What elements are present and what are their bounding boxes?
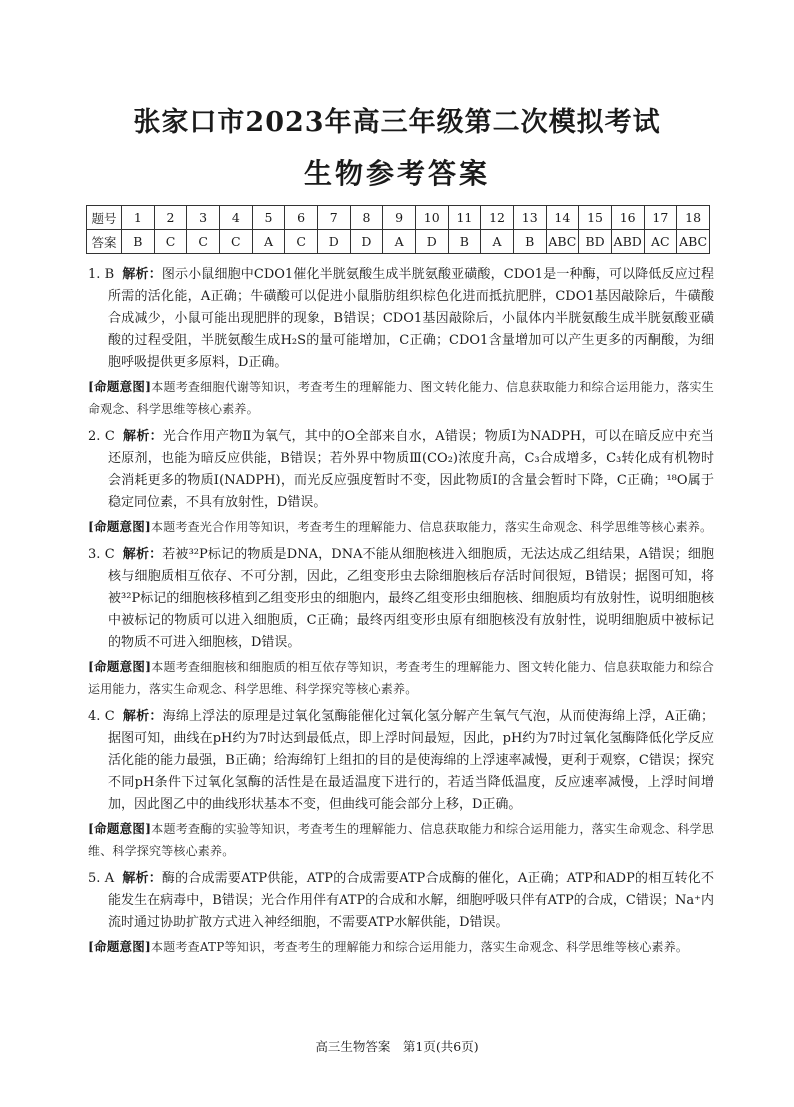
explanation-paragraph (88, 706, 714, 816)
design-intent-label: [命题意图] (88, 379, 152, 394)
answer-cell: C (154, 230, 187, 254)
answer-cell: D (317, 230, 350, 254)
question-number-cell: 18 (677, 206, 710, 230)
page-title: 张家口市2023年高三年级第二次模拟考试 (133, 107, 661, 138)
question-number-cell: 1 (122, 206, 155, 230)
answer-row (87, 230, 710, 254)
answer-cell: B (513, 230, 546, 254)
analysis-text: 海绵上浮法的原理是过氧化氢酶能催化过氧化氢分解产生氧气气泡，从而使海绵上浮，A正确；据图可知，曲线在pH约为7时达到最低点，即上浮时间最短，因此，pH约为7时过氧化氢酶降低化学反应活化能的能力最强，B正确；给海绵钉上组扣的目的是使海绵的上浮速率减慢，更利于观察，C错误；探究不同pH条件下过氧化氢酶的活性是在最适温度下进行的，若适当降低温度，反应速率减慢，上浮时间增加，因此图乙中的曲线形状基本不变，但曲线可能会部分上移，D正确。 (108, 709, 714, 812)
design-intent-label: [命题意图] (88, 939, 152, 954)
answer-cell: BD (579, 230, 612, 254)
design-intent-text: 本题考查ATP等知识，考查考生的理解能力和综合运用能力，落实生命观念、科学思维等核心素养。 (151, 940, 689, 954)
analysis-label: 解析： (122, 267, 162, 282)
design-intent-text: 本题考查光合作用等知识，考查考生的理解能力、信息获取能力，落实生命观念、科学思维等核心素养。 (151, 520, 713, 534)
analysis-text: 若被³²P标记的物质是DNA，DNA不能从细胞核进入细胞质，无法达成乙组结果，A错误；细胞核与细胞质相互依存、不可分割，因此，乙组变形虫去除细胞核后存活时间很短，B错误；据图可知，将被³²P标记的细胞核移植到乙组变形虫的细胞内，最终乙组变形虫细胞核、细胞质均有放射性，说明细胞核中被标记的物质可以进入细胞质，C正确；最终丙组变形虫原有细胞核没有放射性，说明细胞质中被标记的物质不可进入细胞核，D错误。 (108, 547, 714, 650)
design-intent (88, 818, 714, 862)
answer-cell: A (252, 230, 285, 254)
question-number: 5. A (88, 871, 115, 886)
design-intent-text: 本题考查酶的实验等知识，考查考生的理解能力、信息获取能力和综合运用能力，落实生命观念、科学思维、科学探究等核心素养。 (88, 822, 714, 858)
design-intent-text: 本题考查细胞核和细胞质的相互依存等知识，考查考生的理解能力、图文转化能力、信息获取能力和综合运用能力，落实生命观念、科学思维、科学探究等核心素养。 (88, 660, 714, 696)
analysis-text: 光合作用产物Ⅱ为氧气，其中的O全部来自水，A错误；物质Ⅰ为NADPH，可以在暗反应中充当还原剂，也能为暗反应供能，B错误；若外界中物质Ⅲ(CO₂)浓度升高，C₃合成增多，C₃转化成有机物时会消耗更多的物质Ⅰ(NADPH)，而光反应强度暂时不变，因此物质Ⅰ的含量会暂时下降，C正确；¹⁸O属于稳定同位素，不具有放射性，D错误。 (108, 429, 714, 510)
design-intent-label: [命题意图] (88, 519, 152, 534)
row-label-question: 题号 (87, 206, 122, 230)
analysis-text: 图示小鼠细胞中CDO1催化半胱氨酸生成半胱氨酸亚磺酸，CDO1是一种酶，可以降低反应过程所需的活化能，A正确；牛磺酸可以促进小鼠脂肪组织棕色化进而抵抗肥胖，CDO1基因敲除后，牛磺酸合成减少，小鼠可能出现肥胖的现象，B错误；CDO1基因敲除后，小鼠体内半胱氨酸生成半胱氨酸亚磺酸的过程受阻，半胱氨酸生成H₂S的量可能增加，C正确；CDO1含量增加可以产生更多的丙酮酸，为细胞呼吸提供更多原料，D正确。 (108, 267, 714, 370)
explanation-paragraph (88, 264, 714, 374)
answer-cell: C (219, 230, 252, 254)
question-number-cell: 2 (154, 206, 187, 230)
question-number: 3. C (88, 547, 115, 562)
answer-cell: ABC (546, 230, 579, 254)
answer-cell: ABD (611, 230, 644, 254)
explanations (88, 264, 714, 964)
explanation-paragraph (88, 544, 714, 654)
question-number: 4. C (88, 709, 115, 724)
row-label-answer: 答案 (87, 230, 122, 254)
analysis-text: 酶的合成需要ATP供能，ATP的合成需要ATP合成酶的催化，A正确；ATP和ADP的相互转化不能发生在病毒中，B错误；光合作用伴有ATP的合成和水解，细胞呼吸只伴有ATP的合成，C错误；Na⁺内流时通过协助扩散方式进入神经细胞，不需要ATP水解供能，D错误。 (108, 871, 714, 930)
page-subtitle: 生物参考答案 (303, 157, 490, 190)
design-intent (88, 656, 714, 700)
question-number-row (87, 206, 710, 230)
question-explanation (88, 264, 714, 420)
question-number-cell: 13 (513, 206, 546, 230)
question-number-cell: 16 (611, 206, 644, 230)
answer-cell: A (383, 230, 416, 254)
question-number-cell: 8 (350, 206, 383, 230)
answer-cell: ABC (677, 230, 710, 254)
question-number-cell: 7 (317, 206, 350, 230)
question-number: 1. B (88, 267, 115, 282)
answer-cell: C (285, 230, 318, 254)
question-number-cell: 15 (579, 206, 612, 230)
question-explanation (88, 544, 714, 700)
design-intent-label: [命题意图] (88, 821, 152, 836)
analysis-label: 解析： (122, 547, 163, 562)
question-number-cell: 14 (546, 206, 579, 230)
question-number-cell: 10 (415, 206, 448, 230)
question-number-cell: 17 (644, 206, 677, 230)
answer-cell: AC (644, 230, 677, 254)
page-footer: 高三生物答案 第1页(共6页) (315, 1039, 479, 1054)
question-number-cell: 4 (219, 206, 252, 230)
question-explanation (88, 426, 714, 538)
answer-cell: C (187, 230, 220, 254)
question-number-cell: 5 (252, 206, 285, 230)
analysis-label: 解析： (122, 709, 163, 724)
question-number: 2. C (88, 429, 115, 444)
question-explanation (88, 706, 714, 862)
question-number-cell: 12 (481, 206, 514, 230)
answer-cell: B (448, 230, 481, 254)
answer-cell: B (122, 230, 155, 254)
design-intent (88, 516, 714, 538)
design-intent-label: [命题意图] (88, 659, 152, 674)
answer-cell: D (415, 230, 448, 254)
question-explanation (88, 868, 714, 958)
answer-cell: A (481, 230, 514, 254)
design-intent (88, 376, 714, 420)
explanation-paragraph (88, 426, 714, 514)
question-number-cell: 9 (383, 206, 416, 230)
answer-table (86, 205, 710, 254)
question-number-cell: 11 (448, 206, 481, 230)
design-intent (88, 936, 714, 958)
analysis-label: 解析： (122, 429, 163, 444)
design-intent-text: 本题考查细胞代谢等知识，考查考生的理解能力、图文转化能力、信息获取能力和综合运用能力，落实生命观念、科学思维等核心素养。 (88, 380, 714, 416)
question-number-cell: 6 (285, 206, 318, 230)
answer-cell: D (350, 230, 383, 254)
explanation-paragraph (88, 868, 714, 934)
analysis-label: 解析： (122, 871, 162, 886)
question-number-cell: 3 (187, 206, 220, 230)
